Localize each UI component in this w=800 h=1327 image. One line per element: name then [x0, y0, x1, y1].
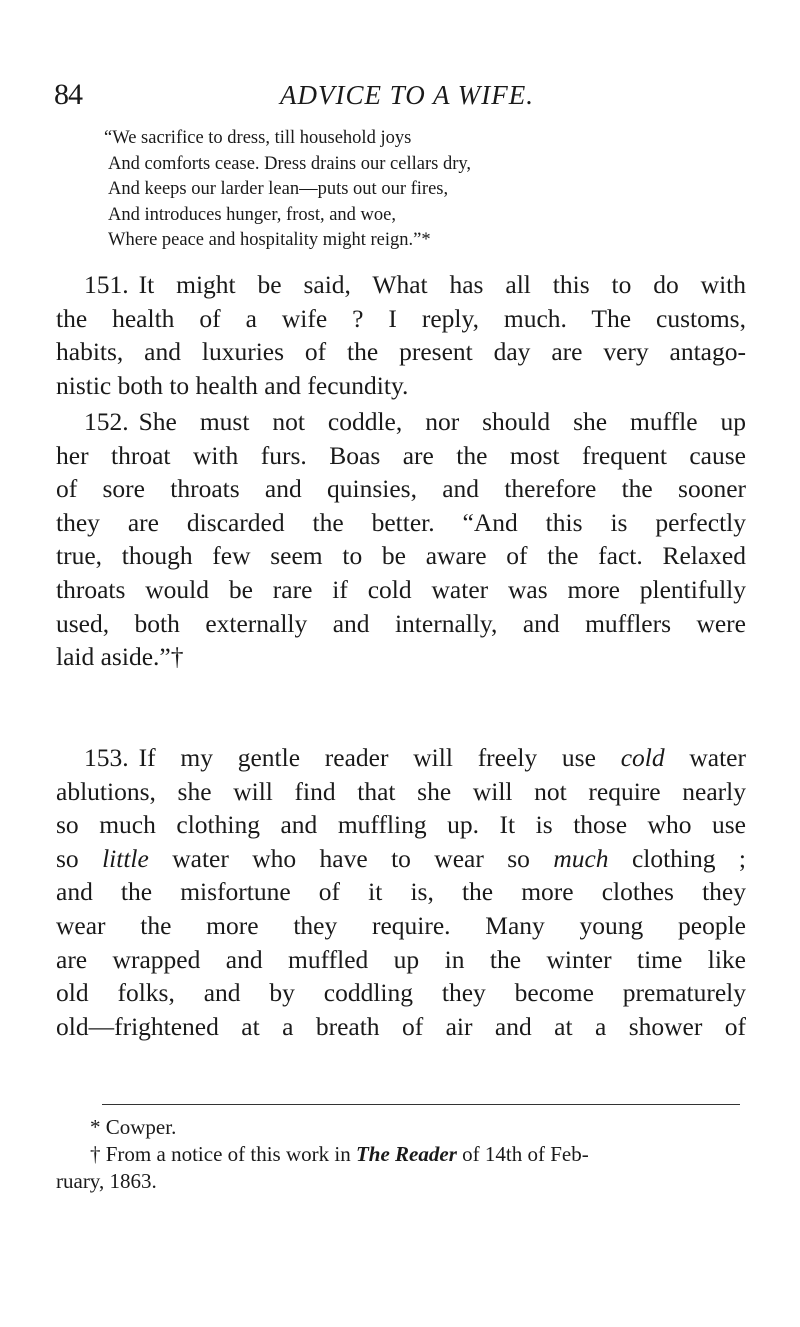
paragraph-151 [56, 268, 746, 402]
paragraph-line: so little water who have to wear so much clothing ; [56, 843, 746, 873]
paragraph-line: her throat with furs. Boas are the most frequent cause [56, 440, 746, 470]
paragraph-line: 152. She must not coddle, nor should she muffle up [84, 407, 746, 436]
page-header [54, 78, 754, 118]
paragraph-line: ablutions, she will find that she will not require nearly [56, 776, 746, 806]
paragraph-number: 152. [84, 407, 129, 436]
paragraph-line: so much clothing and muffling up. It is those who use [56, 810, 746, 840]
page-number: 84 [54, 78, 82, 111]
poem-line: And introduces hunger, frost, and woe, [108, 204, 396, 225]
paragraph-line: old—frightened at a breath of air and at a shower of [56, 1011, 746, 1041]
paragraph-line: used, both externally and internally, and mufflers were [56, 608, 746, 638]
footnotes [56, 1114, 746, 1195]
paragraph-line: throats would be rare if cold water was more plentifully [56, 574, 746, 604]
paragraph-line: laid aside.”† [56, 642, 184, 672]
footnote: * Cowper. [90, 1115, 177, 1139]
emphasis: little [102, 843, 149, 873]
paragraph-line: habits, and luxuries of the present day are very antago- [56, 337, 746, 367]
poem-quotation [104, 126, 748, 254]
paragraph-line: 151. It might be said, What has all this to do with [84, 270, 746, 299]
poem-line: “We sacrifice to dress, till household joys [104, 128, 412, 148]
paragraph-line: of sore throats and quinsies, and therefore the sooner [56, 474, 746, 504]
paragraph-line: they are discarded the better. “And this is perfectly [56, 507, 746, 537]
paragraph-152 [56, 405, 746, 674]
paragraph-line: nistic both to health and fecundity. [56, 370, 409, 400]
publication-title: The Reader [355, 1142, 457, 1166]
paragraph-line: 153. If my gentle reader will freely use cold water [84, 743, 746, 772]
poem-line: And keeps our larder lean—puts out our fires, [108, 179, 449, 199]
poem-line: Where peace and hospitality might reign.”* [108, 230, 431, 250]
emphasis: cold [620, 743, 665, 772]
poem-line: And comforts cease. Dress drains our cellars dry, [108, 153, 472, 174]
paragraph-line: the health of a wife ? I reply, much. The customs, [56, 303, 746, 333]
paragraph-line: are wrapped and muffled up in the winter time like [56, 944, 746, 974]
paragraph-line: true, though few seem to be aware of the fact. Relaxed [56, 541, 746, 571]
footnote-continuation: ruary, 1863. [56, 1169, 157, 1193]
paragraph-line: old folks, and by coddling they become prematurely [56, 978, 746, 1008]
footnote-divider [102, 1104, 740, 1105]
paragraph-153 [56, 741, 746, 1043]
footnote: † From a notice of this work in The Reader of 14th of Feb- [90, 1142, 589, 1166]
paragraph-line: wear the more they require. Many young people [56, 910, 746, 940]
paragraph-number: 153. [84, 743, 129, 772]
paragraph-number: 151. [84, 270, 129, 299]
emphasis: much [553, 843, 609, 873]
running-head: ADVICE TO A WIFE. [280, 80, 534, 110]
paragraph-line: and the misfortune of it is, the more clothes they [56, 877, 746, 907]
